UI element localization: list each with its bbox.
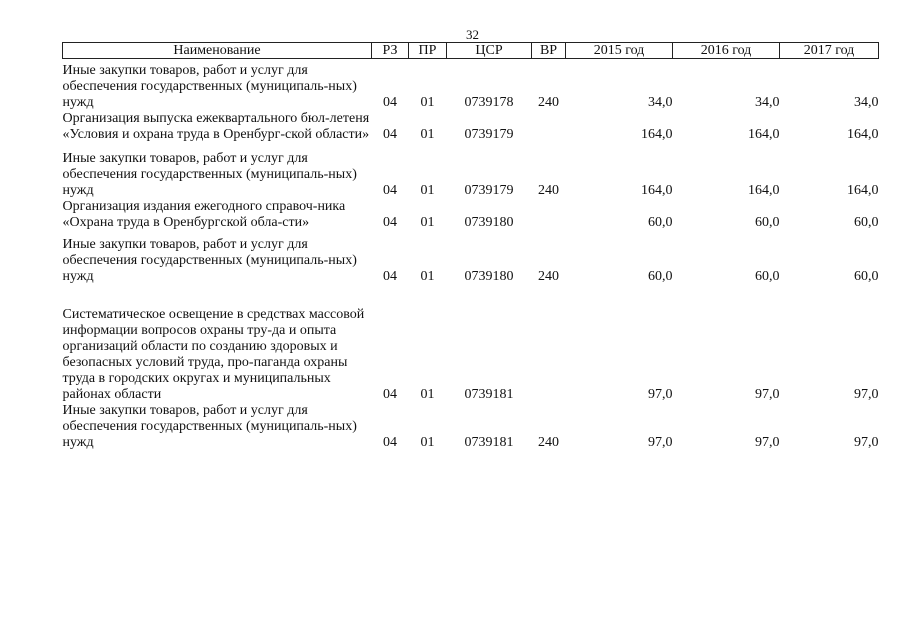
row-name: Иные закупки товаров, работ и услуг для обеспечения государственных (муниципаль-ных) нужд	[62, 150, 357, 198]
row-vr: 240	[538, 182, 559, 198]
table-row	[63, 199, 879, 231]
row-2015: 97,0	[648, 386, 673, 402]
row-csr: 0739181	[464, 386, 514, 402]
row-2017: 97,0	[854, 386, 879, 402]
row-2017: 97,0	[854, 434, 879, 450]
row-2015: 60,0	[648, 268, 673, 284]
row-vr	[532, 111, 566, 143]
row-2016: 97,0	[755, 386, 780, 402]
row-vr: 240	[538, 268, 559, 284]
row-csr: 0739181	[464, 434, 514, 450]
row-pr: 01	[420, 386, 435, 402]
header-2015: 2015 год	[566, 43, 673, 59]
row-csr: 0739179	[464, 182, 514, 198]
row-2017: 60,0	[854, 214, 879, 230]
row-2015: 164,0	[641, 126, 673, 142]
row-csr: 0739179	[464, 126, 514, 142]
row-2016: 60,0	[755, 268, 780, 284]
row-name: Организация выпуска ежеквартального бюл-летеня «Условия и охрана труда в Оренбург-ской области»	[62, 110, 370, 142]
row-2016: 164,0	[748, 126, 780, 142]
row-pr: 01	[420, 94, 435, 110]
row-name: Иные закупки товаров, работ и услуг для обеспечения государственных (муниципаль-ных) нужд	[62, 62, 357, 110]
row-pr: 01	[420, 268, 435, 284]
row-vr: 240	[538, 434, 559, 450]
row-2015: 97,0	[648, 434, 673, 450]
row-name: Организация издания ежегодного справоч-ника «Охрана труда в Оренбургской обла-сти»	[62, 198, 346, 230]
header-csr: ЦСР	[447, 43, 532, 59]
row-2017: 60,0	[854, 268, 879, 284]
row-rz: 04	[383, 386, 397, 402]
budget-table	[62, 42, 879, 451]
row-2016: 164,0	[748, 182, 780, 198]
table-row	[63, 403, 879, 451]
header-pr: ПР	[409, 43, 447, 59]
header-name: Наименование	[63, 43, 372, 59]
table-row	[63, 63, 879, 111]
row-csr: 0739180	[464, 214, 514, 230]
row-vr: 240	[538, 94, 559, 110]
row-2016: 34,0	[755, 94, 780, 110]
row-rz: 04	[383, 268, 397, 284]
row-vr	[532, 199, 566, 231]
row-rz: 04	[383, 182, 397, 198]
row-name: Иные закупки товаров, работ и услуг для обеспечения государственных (муниципаль-ных) нужд	[62, 236, 357, 284]
row-rz: 04	[383, 94, 397, 110]
row-2017: 34,0	[854, 94, 879, 110]
row-2015: 34,0	[648, 94, 673, 110]
row-pr: 01	[420, 126, 435, 142]
row-rz: 04	[383, 434, 397, 450]
page-number: 32	[466, 27, 479, 42]
table-row	[63, 237, 879, 285]
row-rz: 04	[383, 214, 397, 230]
row-csr: 0739178	[464, 94, 514, 110]
header-2017: 2017 год	[780, 43, 879, 59]
row-name: Систематическое освещение в средствах массовой информации вопросов охраны тру-да и опыта организаций области по созданию здоровых и безопасных условий труда, про-паганда охраны труда в городских округах и муниципальных районах области	[62, 306, 365, 402]
row-2015: 60,0	[648, 214, 673, 230]
row-rz: 04	[383, 126, 397, 142]
table-row	[63, 307, 879, 403]
row-2017: 164,0	[847, 182, 879, 198]
row-pr: 01	[420, 434, 435, 450]
row-2015: 164,0	[641, 182, 673, 198]
table-header-row	[63, 43, 879, 59]
row-2017: 164,0	[847, 126, 879, 142]
table-row	[63, 111, 879, 143]
row-pr: 01	[420, 214, 435, 230]
header-rz: РЗ	[372, 43, 409, 59]
row-2016: 60,0	[755, 214, 780, 230]
row-2016: 97,0	[755, 434, 780, 450]
header-2016: 2016 год	[673, 43, 780, 59]
row-name: Иные закупки товаров, работ и услуг для обеспечения государственных (муниципаль-ных) нужд	[62, 402, 357, 450]
row-pr: 01	[420, 182, 435, 198]
header-vr: ВР	[532, 43, 566, 59]
row-csr: 0739180	[464, 268, 514, 284]
table-row	[63, 151, 879, 199]
row-vr	[532, 307, 566, 403]
